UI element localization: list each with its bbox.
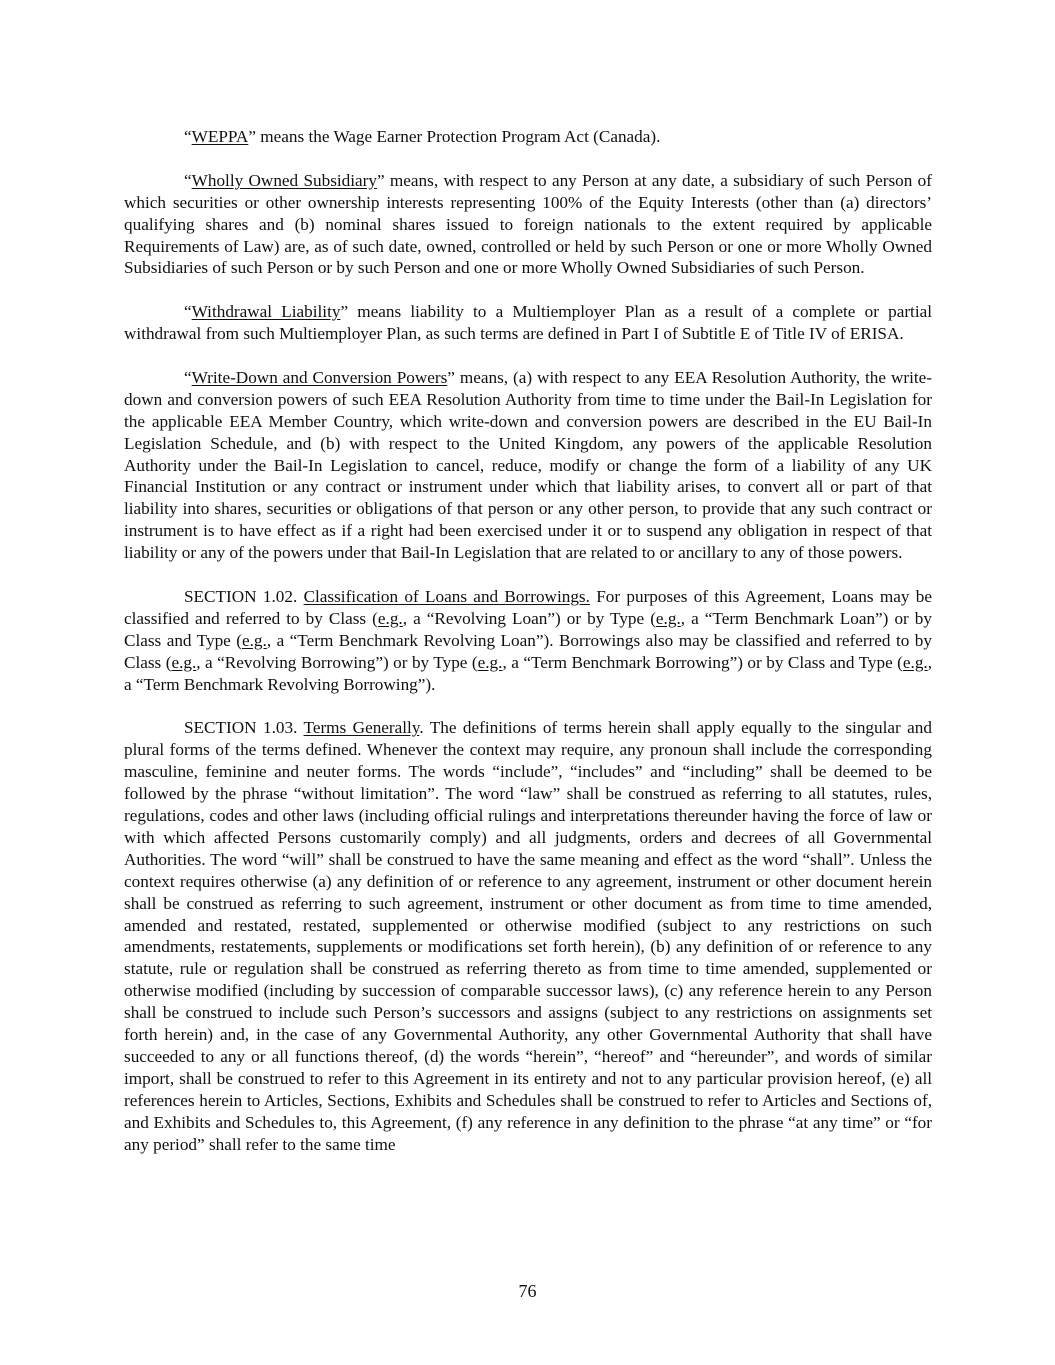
section-text: , a “Term Benchmark Revolving Borrowing”).	[124, 652, 933, 694]
eg-abbrev: e.g.	[902, 652, 928, 672]
eg-abbrev: e.g.	[171, 652, 197, 672]
eg-abbrev: e.g.	[655, 608, 681, 628]
section-heading: Classification of Loans and Borrowings.	[303, 586, 590, 606]
section-heading: Terms Generally	[303, 718, 420, 738]
open-quote: “	[184, 170, 192, 190]
definition-weppa	[124, 126, 932, 148]
eg-abbrev: e.g.	[241, 630, 267, 650]
definition-withdrawal-liability	[124, 301, 932, 345]
section-label: SECTION 1.03.	[184, 718, 298, 738]
close-quote: ”	[340, 302, 349, 322]
section-text: For purposes of this Agreement, Loans may be classified and referred to by Class (	[124, 586, 932, 628]
definition-text: means, with respect to any Person at any date, a subsidiary of such Person of which securities or other ownership interests representing 100% of the Equity Interests (other than (a) directors’ qualifying shares and (b) nominal shares issued to foreign nationals to the extent required by applicable Requirements of Law) are, as of such date, owned, controlled or held by such Person or one or more Wholly Owned Subsidiaries of such Person or by such Person and one or more Wholly Owned Subsidiaries of such Person.	[124, 170, 932, 278]
page-number: 76	[518, 1281, 537, 1301]
definition-write-down-conversion-powers	[124, 367, 932, 564]
section-1-03	[124, 717, 932, 1155]
definition-text: means the Wage Earner Protection Program Act (Canada).	[255, 127, 661, 146]
section-text: , a “Term Benchmark Loan”) or by Class and Type (	[124, 608, 932, 650]
section-text: . The definitions of terms herein shall apply equally to the singular and plural forms of the terms defined. Whenever the context may require, any pronoun shall include the corresponding masculine, feminine and neuter forms. The words “include”, “includes” and “including” shall be deemed to be followed by the phrase “without limitation”. The word “law” shall be construed as referring to all statutes, rules, regulations, codes and other laws (including official rulings and interpretations thereunder having the force of law or with which affected Persons customarily comply) and all judgments, orders and decrees of all Governmental Authorities. The word “will” shall be construed to have the same meaning and effect as the word “shall”. Unless the context requires otherwise (a) any definition of or reference to any agreement, instrument or other document herein shall be construed as referring to such agreement, instrument or other document as from time to time amended, amended and restated, restated, supplemented or otherwise modified (subject to any restrictions on such amendments, restatements, supplements or modifications set forth herein), (b) any definition of or reference to any statute, rule or regulation shall be construed as referring thereto as from time to time amended, supplemented or otherwise modified (including by succession of comparable successor laws), (c) any reference herein to any Person shall be construed to include such Person’s successors and assigns (subject to any restrictions on assignments set forth herein) and, in the case of any Governmental Authority, any other Governmental Authority that shall have succeeded to any or all functions thereof, (d) the words “herein”, “hereof” and “hereunder”, and words of similar import, shall be construed to refer to this Agreement in its entirety and not to any particular provision hereof, (e) all references herein to Articles, Sections, Exhibits and Schedules shall be construed to refer to Articles and Sections of, and Exhibits and Schedules to, this Agreement, (f) any reference in any definition to the phrase “at any time” or “for any period” shall refer to the same time	[124, 718, 932, 1154]
section-1-02	[124, 586, 932, 696]
open-quote: “	[184, 302, 192, 322]
open-quote: “	[184, 127, 192, 146]
definition-wholly-owned-subsidiary	[124, 170, 932, 280]
section-label: SECTION 1.02.	[184, 586, 298, 606]
defined-term: Wholly Owned Subsidiary	[191, 170, 377, 190]
eg-abbrev: e.g.	[377, 608, 403, 628]
close-quote: ”	[376, 170, 385, 190]
definition-text: means liability to a Multiemployer Plan as a result of a complete or partial withdrawal from such Multiemployer Plan, as such terms are defined in Part I of Subtitle E of Title IV of ERISA.	[124, 302, 933, 344]
defined-term: Write-Down and Conversion Powers	[191, 367, 448, 387]
section-text: , a “Term Benchmark Borrowing”) or by Class and Type (	[502, 652, 903, 672]
defined-term: Withdrawal Liability	[191, 302, 341, 322]
eg-abbrev: e.g.	[477, 652, 503, 672]
close-quote: ”	[248, 127, 256, 146]
section-text: , a “Revolving Loan”) or by Type (	[402, 608, 656, 628]
open-quote: “	[184, 367, 192, 387]
section-text: , a “Revolving Borrowing”) or by Type (	[196, 652, 478, 672]
defined-term: WEPPA	[191, 127, 249, 146]
document-body	[124, 126, 932, 1177]
close-quote: ”	[447, 367, 455, 387]
section-text: , a “Term Benchmark Revolving Loan”). Borrowings also may be classified and referred to by Class (	[124, 630, 932, 672]
definition-text: means, (a) with respect to any EEA Resolution Authority, the write-down and conversion powers of such EEA Resolution Authority from time to time under the Bail-In Legislation for the applicable EEA Member Country, which write-down and conversion powers are described in the EU Bail-In Legislation Schedule, and (b) with respect to the United Kingdom, any powers of the applicable Resolution Authority under the Bail-In Legislation to cancel, reduce, modify or change the form of a liability of any UK Financial Institution or any contract or instrument under which that liability arises, to convert all or part of that liability into shares, securities or obligations of that person or any other person, to provide that any such contract or instrument is to have effect as if a right had been exercised under it or to suspend any obligation in respect of that liability or any of the powers under that Bail-In Legislation that are related to or ancillary to any of those powers.	[124, 367, 932, 563]
